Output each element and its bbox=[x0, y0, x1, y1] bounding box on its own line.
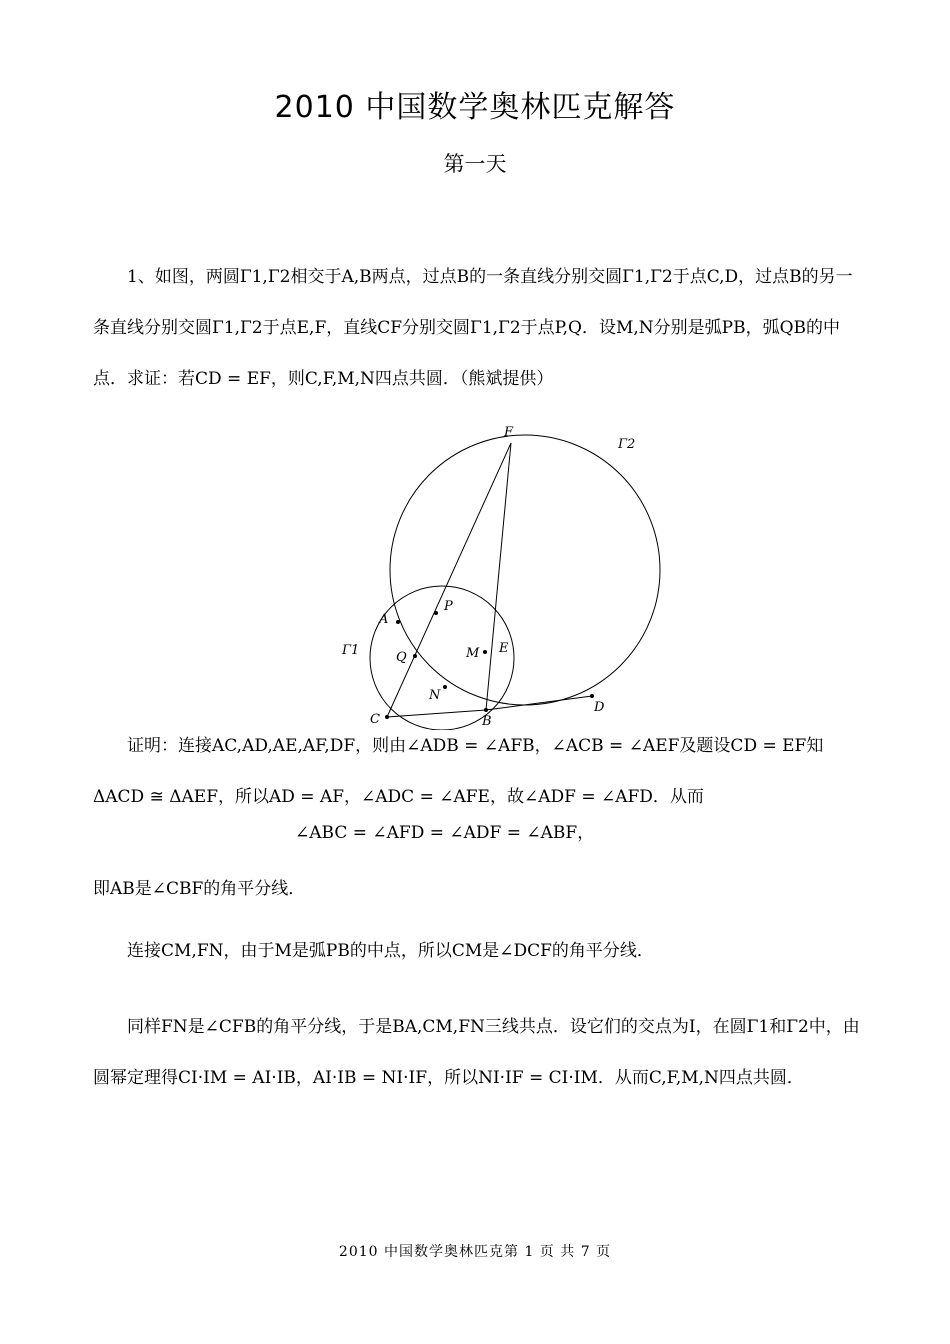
line-BF bbox=[486, 443, 511, 710]
label-D: D bbox=[594, 700, 605, 715]
line-CF bbox=[387, 443, 511, 717]
proof-paragraph-3 bbox=[93, 1002, 860, 1104]
label-Q: Q bbox=[396, 650, 407, 665]
label-F: F bbox=[504, 425, 514, 440]
proof-paragraph-2 bbox=[93, 926, 860, 977]
proof-text-3: 同样FN是∠CFB的角平分线，于是BA,CM,FN三线共点．设它们的交点为I，在圆Γ1和Γ2中，由圆幂定理得CI·IM = AI·IB，AI·IB = NI·IF，所以NI·IF = CI·IM．从而C,F,M,N四点共圆． bbox=[93, 1017, 860, 1088]
proof-text-2: 连接CM,FN，由于M是弧PB的中点，所以CM是∠DCF的角平分线． bbox=[127, 941, 654, 961]
proof-text-1: 证明：连接AC,AD,AE,AF,DF，则由∠ADB = ∠AFB，∠ACB = ∠AEF及题设CD = EF知ΔACD ≅ ΔAEF，所以AD = AF，∠ADC = ∠AFE，故∠ADF = ∠AFD．从而 bbox=[93, 736, 824, 807]
angle-equation: ∠ABC = ∠AFD = ∠ADF = ∠ABF， bbox=[295, 823, 595, 843]
problem-text: 1、如图，两圆Γ1,Γ2相交于A,B两点，过点B的一条直线分别交圆Γ1,Γ2于点C,D，过点B的另一条直线分别交圆Γ1,Γ2于点E,F，直线CF分别交圆Γ1,Γ2于点P,Q．设M,N分别是弧PB，弧QB的中点．求证：若CD = EF，则C,F,M,N四点共圆．（熊斌提供） bbox=[93, 267, 853, 389]
geometry-figure bbox=[330, 420, 670, 730]
label-N: N bbox=[429, 688, 441, 703]
page-footer: 2010 中国数学奥林匹克第 1 页 共 7 页 bbox=[338, 1244, 612, 1260]
label-gamma1: Γ1 bbox=[342, 643, 360, 658]
point-Q bbox=[413, 654, 417, 658]
label-E: E bbox=[499, 641, 509, 656]
point-P bbox=[434, 611, 438, 615]
label-gamma2: Γ2 bbox=[618, 437, 636, 452]
label-P: P bbox=[444, 599, 453, 614]
label-B: B bbox=[482, 714, 492, 729]
day-heading: 第一天 bbox=[443, 152, 507, 176]
point-A bbox=[396, 620, 400, 624]
line-CB bbox=[387, 710, 486, 717]
point-N bbox=[443, 685, 447, 689]
point-B bbox=[484, 708, 488, 712]
circle-gamma1 bbox=[370, 586, 514, 730]
proof-conclusion-line: 即AB是∠CBF的角平分线． bbox=[93, 879, 306, 899]
point-M bbox=[483, 650, 487, 654]
page-title: 2010 中国数学奥林匹克解答 bbox=[274, 90, 676, 125]
label-C: C bbox=[370, 712, 380, 727]
point-D bbox=[590, 694, 594, 698]
label-A: A bbox=[379, 612, 389, 627]
point-C bbox=[385, 715, 389, 719]
label-M: M bbox=[466, 646, 480, 661]
circle-gamma2 bbox=[390, 435, 660, 705]
problem-statement bbox=[93, 252, 860, 405]
proof-paragraph-1 bbox=[93, 721, 860, 823]
